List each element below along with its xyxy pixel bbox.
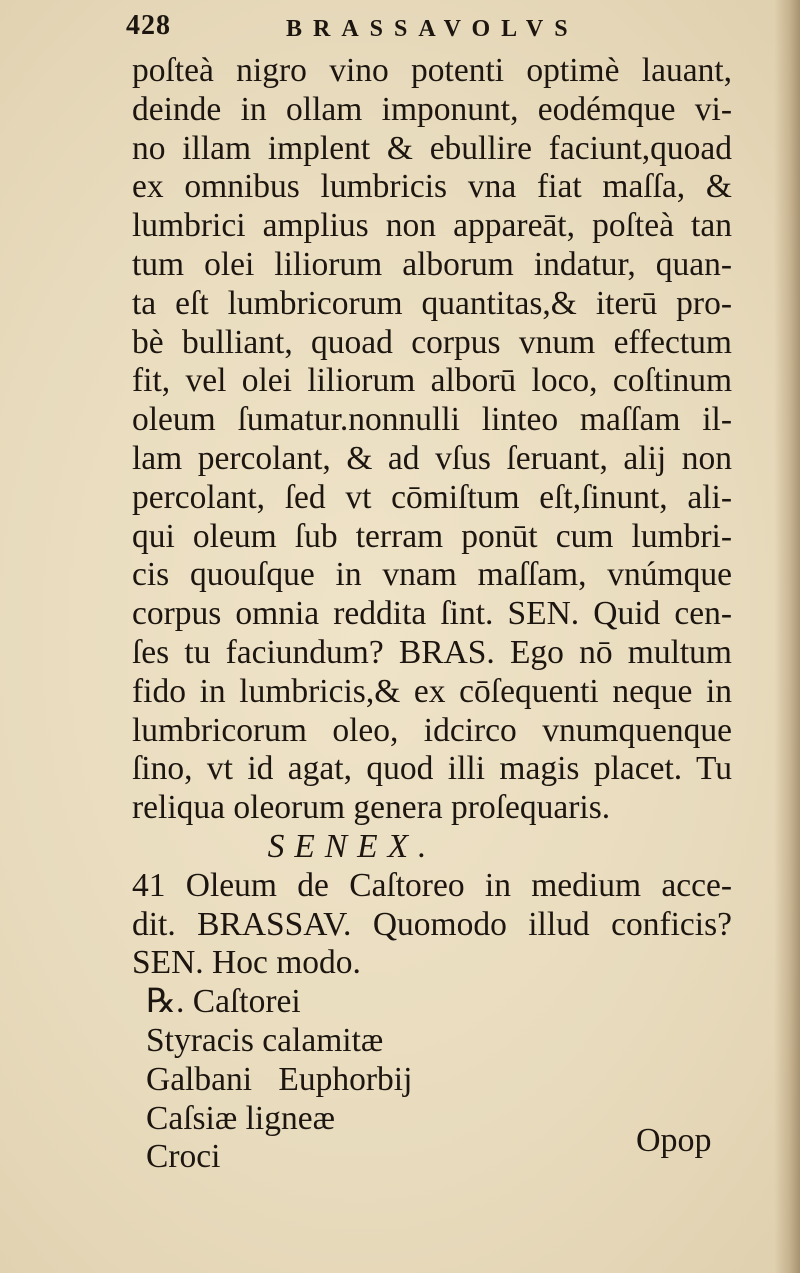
text-line: dit. BRASSAV. Quomodo illud conficis?	[132, 905, 732, 943]
text-line: bè bulliant, quoad corpus vnum effectum	[132, 323, 732, 361]
running-title: BRASSAVOLVS	[286, 16, 579, 42]
text-line: qui oleum ſub terram ponūt cum lumbri-	[132, 517, 732, 555]
running-head	[126, 10, 726, 50]
text-line: fit, vel olei liliorum alborū loco, coſtinum	[132, 362, 732, 400]
recipe-line: Galbani Euphorbij	[146, 1060, 413, 1098]
body-text	[132, 52, 732, 1177]
text-line: cis quouſque in vnam maſſam, vnúmque	[132, 556, 732, 594]
text-line: deinde in ollam imponunt, eodémque vi-	[132, 90, 732, 128]
text-line: tum olei liliorum alborum indatur, quan-	[132, 245, 732, 283]
text-line: percolant, ſed vt cōmiſtum eſt,ſinunt, ali-	[132, 478, 732, 516]
text-line: corpus omnia reddita ſint. SEN. Quid cen-	[132, 595, 732, 633]
recipe-line: Styracis calamitæ	[146, 1021, 384, 1059]
text-line: fido in lumbricis,& ex cōſequenti neque in	[132, 672, 732, 710]
speaker-heading: SENEX.	[267, 827, 437, 865]
text-line: reliqua oleorum genera proſequaris.	[132, 789, 611, 827]
text-line: oleum ſumatur.nonnulli linteo maſſam il-	[132, 401, 732, 439]
page-number: 428	[126, 10, 171, 41]
text-line: no illam implent & ebullire faciunt,quoad	[132, 129, 732, 167]
recipe-line: Caſsiæ ligneæ	[146, 1099, 335, 1137]
catchword: Opop	[636, 1122, 712, 1159]
text-line: lumbrici amplius non appareāt, poſteà tan	[132, 207, 732, 245]
text-line: lumbricorum oleo, idcirco vnumquenque	[132, 711, 732, 749]
text-line: ta eſt lumbricorum quantitas,& iterū pro-	[132, 284, 732, 322]
text-line: ſes tu faciundum? BRAS. Ego nō multum	[132, 633, 732, 671]
text-line: poſteà nigro vino potenti optimè lauant,	[132, 52, 732, 89]
recipe-line: ℞. Caſtorei	[146, 983, 301, 1021]
text-line: lam percolant, & ad vſus ſeruant, alij non	[132, 439, 732, 477]
text-line: ex omnibus lumbricis vna fiat maſſa, &	[132, 168, 732, 206]
text-line: 41 Oleum de Caſtoreo in medium acce-	[132, 866, 732, 904]
text-line: SEN. Hoc modo.	[132, 944, 361, 982]
recipe-line: Croci	[146, 1138, 221, 1176]
page-gutter-shadow	[774, 0, 800, 1273]
text-line: ſino, vt id agat, quod illi magis placet. Tu	[132, 750, 732, 788]
